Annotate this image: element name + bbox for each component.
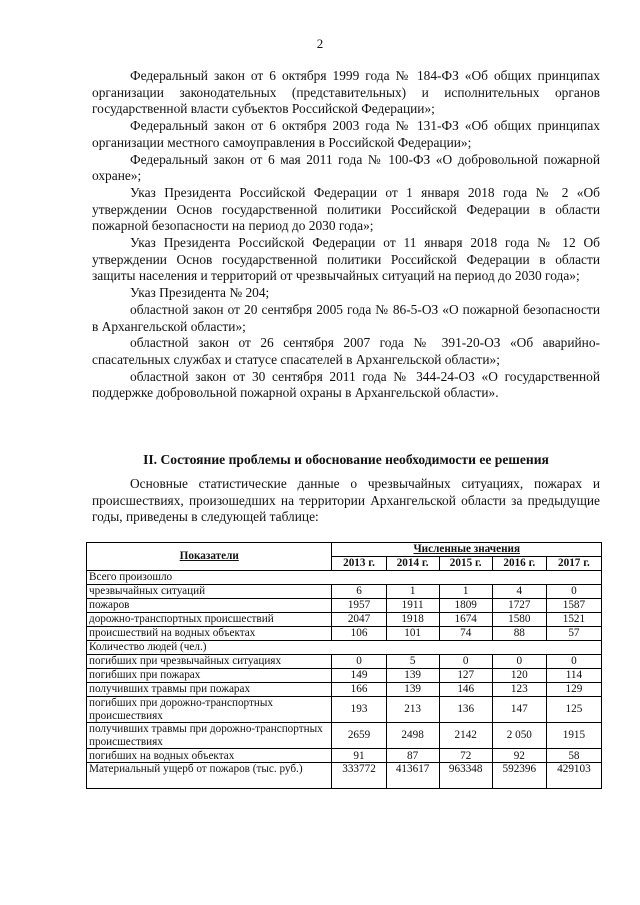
table-row (87, 599, 602, 613)
paragraph: областной закон от 20 сентября 2005 года № 86-5-ОЗ «О пожарной безопасности в Архангельской области»; (92, 301, 600, 334)
table-row (87, 613, 602, 627)
row-label: получивших травмы при дорожно-транспортных происшествиях (87, 723, 332, 749)
year-header: 2013 г. (332, 557, 386, 571)
cell-value: 88 (492, 627, 546, 641)
table-row (87, 697, 602, 723)
cell-value: 2659 (332, 723, 386, 749)
row-label: происшествий на водных объектах (87, 627, 332, 641)
intro-paragraph: Основные статистические данные о чрезвычайных ситуациях, пожарах и происшествиях, произошедших на территории Архангельской области за предыдущие годы, приведены в следующей таблице: (92, 476, 600, 525)
table-row (87, 669, 602, 683)
row-label: получивших травмы при пожарах (87, 683, 332, 697)
row-label: погибших на водных объектах (87, 749, 332, 763)
cell-value: 413617 (386, 763, 439, 789)
header-values: Численные значения (332, 543, 602, 557)
table-row (87, 763, 602, 789)
table-header-row (87, 543, 602, 557)
cell-value: 2142 (439, 723, 492, 749)
paragraph: Федеральный закон от 6 мая 2011 года № 100-ФЗ «О добровольной пожарной охране»; (92, 151, 600, 184)
cell-value: 0 (439, 655, 492, 669)
group-label: Количество людей (чел.) (87, 641, 602, 655)
cell-value: 6 (332, 585, 386, 599)
cell-value: 129 (546, 683, 601, 697)
header-indicators: Показатели (87, 543, 332, 571)
cell-value: 139 (386, 683, 439, 697)
cell-value: 333772 (332, 763, 386, 789)
cell-value: 1580 (492, 613, 546, 627)
cell-value: 147 (492, 697, 546, 723)
cell-value: 149 (332, 669, 386, 683)
legal-basis-list (92, 68, 600, 402)
cell-value: 101 (386, 627, 439, 641)
year-header: 2014 г. (386, 557, 439, 571)
cell-value: 963348 (439, 763, 492, 789)
cell-value: 213 (386, 697, 439, 723)
cell-value: 57 (546, 627, 601, 641)
cell-value: 592396 (492, 763, 546, 789)
table-row (87, 585, 602, 599)
cell-value: 1 (439, 585, 492, 599)
row-label: погибших при пожарах (87, 669, 332, 683)
cell-value: 91 (332, 749, 386, 763)
cell-value: 136 (439, 697, 492, 723)
row-label: чрезвычайных ситуаций (87, 585, 332, 599)
table-row (87, 723, 602, 749)
cell-value: 139 (386, 669, 439, 683)
cell-value: 1915 (546, 723, 601, 749)
table-row (87, 749, 602, 763)
cell-value: 123 (492, 683, 546, 697)
year-header: 2015 г. (439, 557, 492, 571)
cell-value: 1587 (546, 599, 601, 613)
cell-value: 1674 (439, 613, 492, 627)
page-number: 2 (316, 36, 324, 51)
cell-value: 87 (386, 749, 439, 763)
table-row (87, 683, 602, 697)
cell-value: 125 (546, 697, 601, 723)
table-group-row (87, 571, 602, 585)
row-label: Материальный ущерб от пожаров (тыс. руб.) (87, 763, 332, 789)
cell-value: 4 (492, 585, 546, 599)
cell-value: 74 (439, 627, 492, 641)
cell-value: 0 (332, 655, 386, 669)
cell-value: 1957 (332, 599, 386, 613)
cell-value: 429103 (546, 763, 601, 789)
table-group-row (87, 641, 602, 655)
cell-value: 5 (386, 655, 439, 669)
paragraph: Указ Президента Российской Федерации от 1 января 2018 года № 2 «Об утверждении Основ государственной политики Российской Федерации в области пожарной безопасности на период до 2030 года»; (92, 184, 600, 234)
row-label: погибших при дорожно-транспортных происшествиях (87, 697, 332, 723)
cell-value: 127 (439, 669, 492, 683)
cell-value: 146 (439, 683, 492, 697)
cell-value: 114 (546, 669, 601, 683)
cell-value: 1809 (439, 599, 492, 613)
cell-value: 1911 (386, 599, 439, 613)
year-header: 2016 г. (492, 557, 546, 571)
year-header: 2017 г. (546, 557, 601, 571)
row-label: дорожно-транспортных происшествий (87, 613, 332, 627)
cell-value: 1918 (386, 613, 439, 627)
table-row (87, 627, 602, 641)
table-row (87, 655, 602, 669)
cell-value: 92 (492, 749, 546, 763)
cell-value: 193 (332, 697, 386, 723)
cell-value: 1727 (492, 599, 546, 613)
cell-value: 2047 (332, 613, 386, 627)
statistics-table (86, 542, 602, 789)
cell-value: 166 (332, 683, 386, 697)
row-label: пожаров (87, 599, 332, 613)
cell-value: 2498 (386, 723, 439, 749)
group-label: Всего произошло (87, 571, 602, 585)
cell-value: 0 (546, 585, 601, 599)
cell-value: 0 (492, 655, 546, 669)
cell-value: 120 (492, 669, 546, 683)
paragraph: Федеральный закон от 6 октября 2003 года № 131-ФЗ «Об общих принципах организации местного самоуправления в Российской Федерации»; (92, 118, 600, 150)
paragraph: Указ Президента № 204; (130, 285, 270, 301)
section-heading: II. Состояние проблемы и обоснование необходимости ее решения (143, 452, 549, 467)
row-label: погибших при чрезвычайных ситуациях (87, 655, 332, 669)
cell-value: 106 (332, 627, 386, 641)
paragraph: Указ Президента Российской Федерации от 11 января 2018 года № 12 Об утверждении Основ государственной политики Российской Федерации в области защиты населения и территорий от чрезвычайных ситуаций на период до 2030 года»; (92, 235, 600, 284)
cell-value: 1 (386, 585, 439, 599)
cell-value: 58 (546, 749, 601, 763)
paragraph: Федеральный закон от 6 октября 1999 года № 184-ФЗ «Об общих принципах организации законодательных (представительных) и исполнительных органов государственной власти субъектов Российской Федерации»; (92, 68, 600, 117)
cell-value: 1521 (546, 613, 601, 627)
paragraph: областной закон от 26 сентября 2007 года № 391-20-ОЗ «Об аварийно-спасательных службах и статусе спасателей в Архангельской области»; (92, 335, 600, 367)
cell-value: 2 050 (492, 723, 546, 749)
cell-value: 0 (546, 655, 601, 669)
cell-value: 72 (439, 749, 492, 763)
paragraph: областной закон от 30 сентября 2011 года № 344-24-ОЗ «О государственной поддержке добровольной пожарной охраны в Архангельской области». (92, 368, 600, 401)
